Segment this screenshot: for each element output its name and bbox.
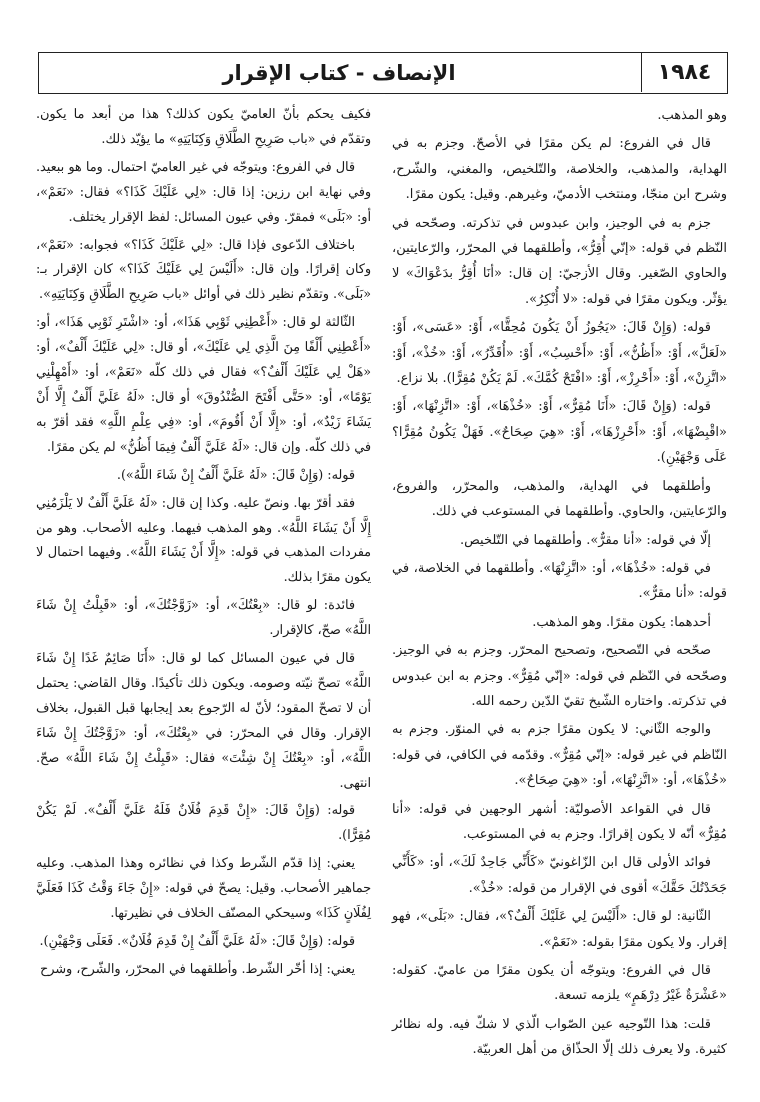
paragraph: قلت: هذا التّوجيه عين الصّواب الّذي لا شكّ فيه. وله نظائر كثيرة. ولا يعرف ذلك إلّا الحذّاق من أهل العربيّة.	[392, 1016, 727, 1058]
paragraph: قوله: (وَإِنْ قَالَ: «أَنَا مُقِرٌّ»، أَوْ: «خُذْهَا»، أَوْ: «اتَّزِنْهَا»، أَوْ: «اقْبِضْهَا»، أَوْ: «أَحْرِزْهَا»، أَوْ: «هِيَ صِحَاحٌ». فَهَلْ يَكُونُ مُقِرًّا؟ عَلَى وَجْهَيْنِ).	[392, 399, 727, 466]
right-column	[392, 103, 727, 1066]
paragraph: قال في الفروع: لم يكن مقرًا في الأصحّ. وجزم به في الهداية، والمذهب، والخلاصة، والتّلخيص، والمغني، والشّرح، وشرح ابن منجّا، ومنتخب الأدميّ، وغيرهم. وقيل: يكون مقرًا.	[392, 136, 727, 203]
paragraph: جزم به في الوجيز، وابن عبدوس في تذكرته. وصحّحه في النّظم في قوله: «إنّي أُقِرُّ»، وأطلقهما في المحرّر، والرّعايتين، والحاوي الصّغير. وقال الأزجيّ: إن قال: «أنَا أُقِرُّ بدَعْوَاكَ» لا يؤثّر. ويكون مقرًا في قوله: «لا أُنْكِرُ».	[392, 215, 727, 307]
paragraph: قال في القواعد الأصوليّة: أشهر الوجهين في قوله: «أنا مُقِرٌّ» أنّه لا يكون إقرارًا. وجزم به في المستوعب.	[392, 801, 727, 842]
paragraph: وأطلقهما في الهداية، والمذهب، والمحرّر، والفروع، والرّعايتين، والحاوي. وأطلقهما في المستوعب في ذلك.	[392, 478, 727, 520]
paragraph: فوائد الأولى قال ابن الزّاغونيّ «كَأَنِّي جَاحِدٌ لَكَ»، أو: «كَأَنِّي جَحَدْتُكَ حَقَّكَ» أقوى في الإقرار من قوله: «خُذْ».	[392, 855, 727, 896]
paragraph: باختلاف الدّعوى فإذا قال: «لِي عَلَيْكَ كَذَا؟» فجوابه: «نَعَمْ»، وكان إقرارًا. وإن قال: «أَلَيْسَ لِي عَلَيْكَ كَذَا؟» كان الإقرار بـ: «بَلَى». وتقدّم نظير ذلك في أوائل «باب صَرِيحِ الطَّلَاقِ وَكِنَايَتِهِ».	[36, 237, 371, 303]
paragraph: إلّا في قوله: «أنا مقرٌّ». وأطلقهما في التّلخيص.	[460, 532, 711, 548]
paragraph: وهو المذهب.	[657, 108, 727, 123]
paragraph: الثّانية: لو قال: «أَلَيْسَ لِي عَلَيْكَ أَلْفٌ؟»، فقال: «بَلَى»، فهو إقرار. ولا يكون مقرًا بقوله: «نَعَمْ».	[392, 909, 727, 950]
paragraph: قوله: (وَإِنْ قَالَ: «لَهُ عَلَيَّ أَلْفٌ إِنْ شَاءَ اللَّهُ»).	[116, 467, 355, 483]
paragraph: فائدة: لو قال: «بِعْتُكَ»، أو: «زَوَّجْتُكَ»، أو: «قَبِلْتُ إِنْ شَاءَ اللَّهُ» صحّ، كالإقرار.	[36, 598, 371, 639]
paragraph: قال في الفروع: ويتوجّه في غير العاميّ احتمال. وما هو ببعيد. وفي نهاية ابن رزين: إذا قال: «لِي عَلَيْكَ كَذَا؟» فقال: «نَعَمْ»، أو: «بَلَى» فمقرّ. وفي عيون المسائل: لفظ الإقرار يختلف.	[36, 159, 371, 225]
paragraph: فقد أقرّ بها. ونصّ عليه. وكذا إن قال: «لَهُ عَلَيَّ أَلْفٌ لا يَلْزَمُنِي إِلَّا أَنْ يَشَاءَ اللَّهُ». وهو المذهب فيهما. وعليه الأصحاب. وهو من مفردات المذهب في قوله: «إِلَّا أَنْ يَشَاءَ اللَّهُ». وفيهما احتمال لا يكون مقرًا بذلك.	[36, 495, 371, 586]
paragraph: قال في الفروع: ويتوجّه أن يكون مقرًا من عاميّ. كقوله: «عَشْرَةٌ غَيْرُ دِرْهَمٍ» يلزمه تسعة.	[392, 963, 727, 1004]
paragraph: فكيف يحكم بأنّ العاميّ يكون كذلك؟ هذا من أبعد ما يكون. وتقدّم في «باب صَرِيحِ الطَّلَاقِ وَكِنَايَتِهِ» ما يؤيّد ذلك.	[36, 107, 371, 147]
paragraph: والوجه الثّاني: لا يكون مقرًا جزم به في المنوّر. وجزم به النّاظم في غير قوله: «إنّي مُقِرٌّ». وقدّمه في الكافي، في قوله: «خُذْهَا»، أو: «اتَّزِنْهَا»، أو: «هِيَ صِحَاحٌ».	[392, 722, 727, 789]
paragraph: صحّحه في التّصحيح، وتصحيح المحرّر. وجزم به في الوجيز. وصحّحه في النّظم في قوله: «إنّي مُقِرٌّ». وجزم به ابن عبدوس في تذكرته. واختاره الشّيخ تقيّ الدّين رحمه الله.	[392, 643, 727, 709]
paragraph: أحدهما: يكون مقرًا. وهو المذهب.	[532, 614, 711, 630]
page-number: ١٩٨٤	[641, 53, 727, 92]
page-header	[38, 52, 728, 94]
paragraph: في قوله: «خُذْهَا»، أو: «اتَّزِنْهَا». وأطلقهما في الخلاصة، في قوله: «أنا مقرٌّ».	[392, 560, 727, 602]
left-column	[36, 103, 371, 986]
paragraph: قال في عيون المسائل كما لو قال: «أَنَا صَائِمٌ غَدًا إِنْ شَاءَ اللَّهُ» تصحّ نيّته وصومه. ويكون ذلك تأكيدًا. وقال القاضي: يحتمل أن لا تصحّ المقود؛ لأنّ له الرّجوع بعد إيجابها قبل القبول، بخلاف الإقرار. وقال في المحرّر: في «بِعْتُكَ»، أو: «زَوَّجْتُكَ إِنْ شَاءَ اللَّهُ»، أو: «بِعْتُكَ إِنْ شِئْتَ» فقال: «قَبِلْتُ إِنْ شَاءَ اللَّهُ» صحّ. انتهى.	[36, 651, 371, 791]
paragraph: يعني: إذا أخّر الشّرط. وأطلقهما في المحرّر، والشّرح، وشرح	[40, 961, 355, 977]
paragraph: يعني: إذا قدّم الشّرط وكذا في نظائره وهذا المذهب. وعليه جماهير الأصحاب. وقيل: يصحّ في قوله: «إِنْ جَاءَ وَقْتُ كَذَا فَعَلَيَّ لِفُلَانٍ كَذَا» وسيحكي المصنّف الخلاف في نظيرتها.	[36, 856, 371, 922]
paragraph: قوله: (وَإِنْ قَالَ: «يَجُوزُ أَنْ يَكُونَ مُحِقًّا»، أَوْ: «عَسَى»، أَوْ: «لَعَلَّ»، أَوْ: «أَظُنُّ»، أَوْ: «أَحْسِبُ»، أَوْ: «أُقَدِّرُ»، أَوْ: «خُذْ»، أَوْ: «اتَّزِنْ»، أَوْ: «أَحْرِزْ»، أَوْ: «افْتَحْ كُمَّكَ». لَمْ يَكُنْ مُقِرًّا). بلا نزاع.	[392, 320, 727, 387]
paragraph: الثّالثة لو قال: «أَعْطِنِي ثَوْبِي هَذَا»، أو: «اشْتَرِ ثَوْبِي هَذَا»، أو: «أَعْطِنِي أَلْفًا مِنَ الَّذِي لِي عَلَيْكَ»، أو قال: «لِي عَلَيْكَ أَلْفٌ»، أو: «هَلْ لِي عَلَيْكَ أَلْفٌ؟» فقال في ذلك كلّه «نَعَمْ»، أو: «أَمْهِلْنِي يَوْمًا»، أو: «حَتَّى أَفْتَحَ الصُّنْدُوقَ» أو قال: «لَهُ عَلَيَّ أَلْفٌ إِلَّا أَنْ يَشَاءَ زَيْدٌ»، أو: «إِلَّا أَنْ أَقُومَ»، أو: «فِي عِلْمِ اللَّهِ» فقد أقرّ به في ذلك كلّه. وإن قال: «لَهُ عَلَيَّ أَلْفٌ فِيمَا أَظُنُّ» لم يكن مقرًا.	[36, 315, 371, 455]
paragraph: قوله: (وَإِنْ قَالَ: «لَهُ عَلَيَّ أَلْفٌ إِنْ قَدِمَ فُلَانٌ». فَعَلَى وَجْهَيْنِ).	[39, 934, 355, 949]
running-title: الإنصاف - كتاب الإقرار	[222, 60, 456, 85]
paragraph: قوله: (وَإِنْ قَالَ: «إِنْ قَدِمَ فُلَانٌ فَلَهُ عَلَيَّ أَلْفٌ». لَمْ يَكُنْ مُقِرًّا).	[36, 803, 371, 844]
